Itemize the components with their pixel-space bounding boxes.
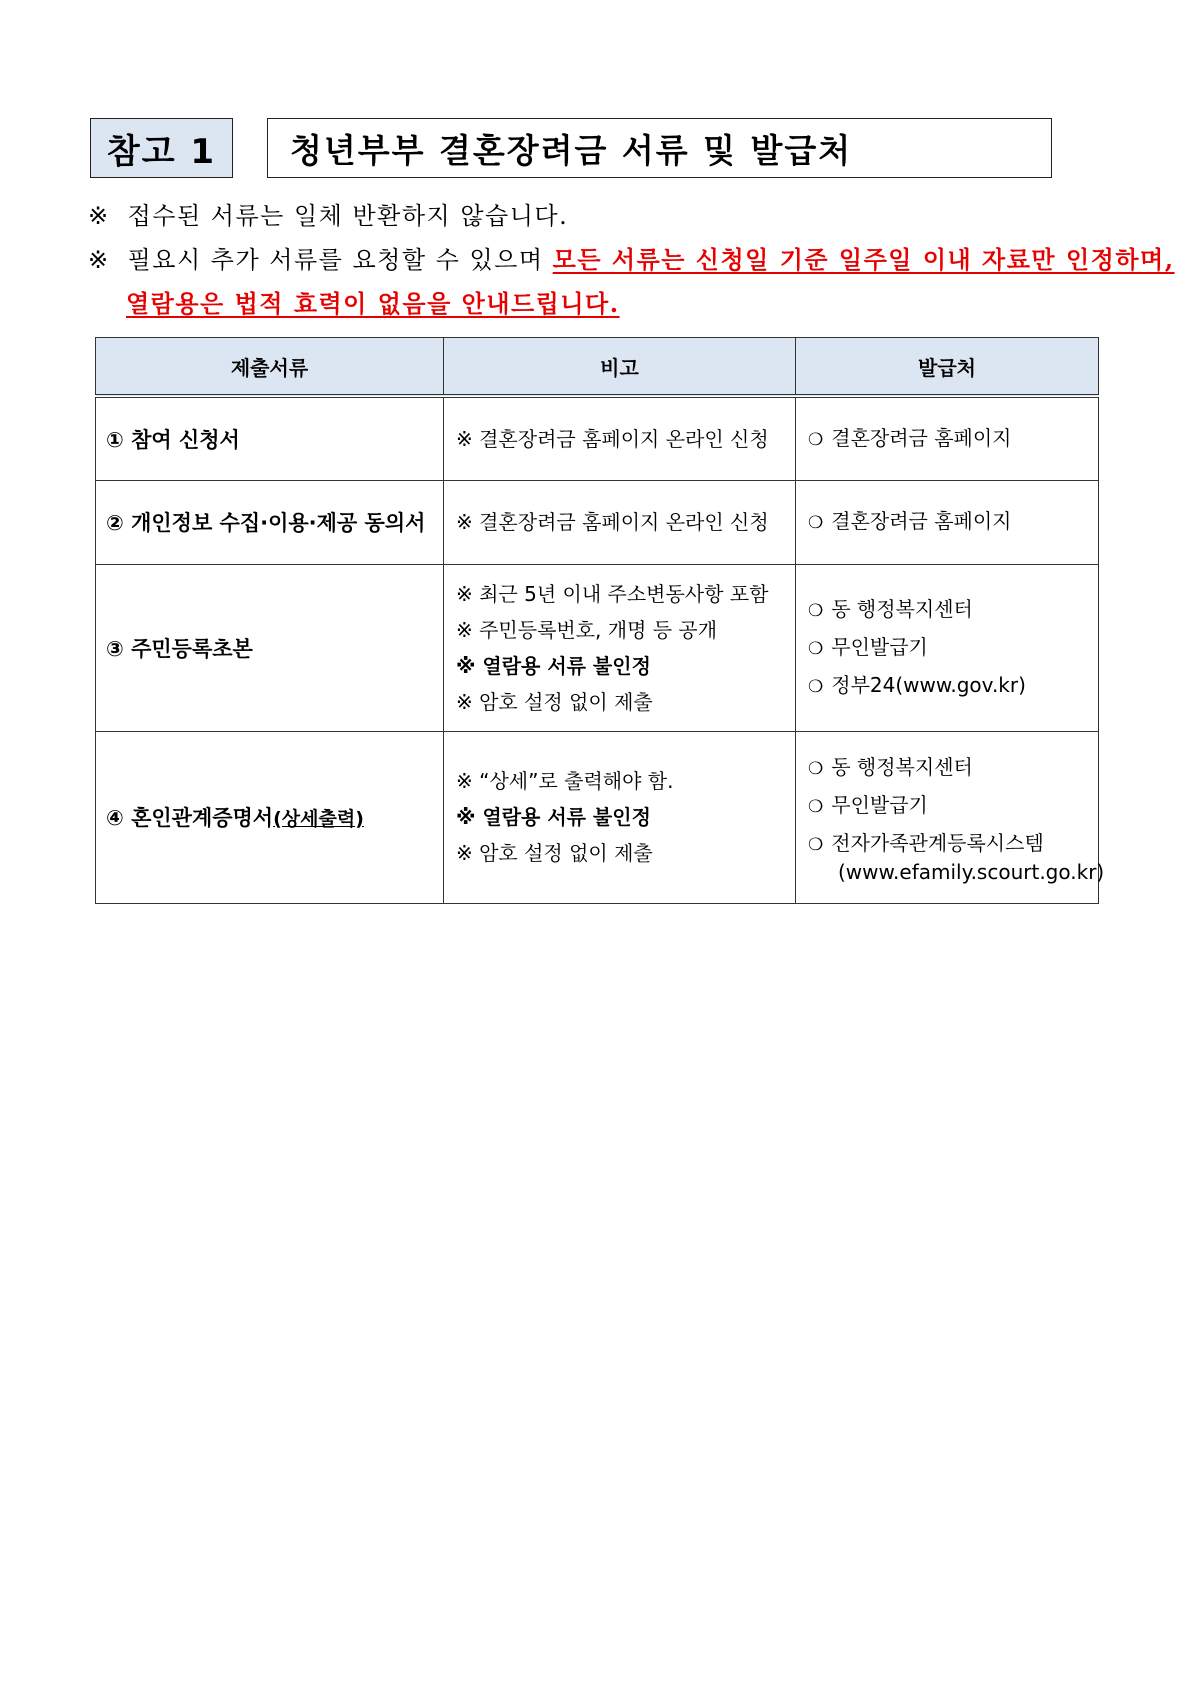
note-line-1	[88, 196, 568, 231]
issuer-cell	[796, 480, 1099, 564]
documents-table	[95, 337, 1105, 904]
bullet-icon: ❍	[808, 429, 824, 450]
page-title	[267, 118, 1052, 178]
note-emphasis-1: 모든 서류는 신청일 기준 일주일 이내 자료만 인정하며,	[552, 245, 1175, 274]
remarks-cell	[444, 731, 796, 903]
issuer-cell	[796, 564, 1099, 731]
bullet-icon: ❍	[808, 600, 824, 621]
note-line-2	[88, 240, 1175, 275]
issuer-line	[808, 787, 1097, 825]
bullet-icon: ❍	[808, 676, 824, 697]
issuer-line	[808, 629, 1097, 667]
issuer-text: 정부24(www.gov.kr)	[831, 672, 1026, 697]
reference-label-text: 참고 1	[106, 131, 217, 172]
issuer-line	[808, 825, 1097, 863]
issuer-url: (www.efamily.scourt.go.kr)	[838, 860, 1105, 884]
bullet-icon: ❍	[808, 835, 824, 855]
issuer-text: 동 행정복지센터	[831, 755, 973, 779]
issuer-line	[808, 591, 1097, 629]
column-header-remarks: 비고	[444, 338, 796, 397]
table-row	[96, 564, 1099, 731]
issuer-line	[808, 420, 1097, 458]
note-text-1: 접수된 서류는 일체 반환하지 않습니다.	[127, 202, 569, 230]
remark-line: ※ 주민등록번호, 개명 등 공개	[456, 617, 718, 642]
remarks-cell	[444, 480, 796, 564]
issuer-text: 무인발급기	[831, 793, 928, 817]
bullet-icon: ❍	[808, 513, 824, 533]
note-emphasis-2: 열람용은 법적 효력이 없음을 안내드립니다.	[126, 289, 620, 318]
bullet-icon: ❍	[808, 759, 824, 779]
remark-line: ※ “상세”로 출력해야 함.	[456, 769, 674, 793]
remark-line: ※ 열람용 서류 불인정	[456, 653, 651, 678]
table-row	[96, 396, 1099, 480]
issuer-cell	[796, 731, 1105, 903]
table-row	[96, 731, 1099, 903]
issuer-cell	[796, 396, 1099, 480]
issuer-text: 결혼장려금 홈페이지	[831, 509, 1012, 533]
bullet-icon: ❍	[808, 638, 824, 659]
issuer-line	[808, 749, 1097, 787]
document-name: ① 참여 신청서	[96, 396, 444, 480]
document-name: ② 개인정보 수집·이용·제공 동의서	[96, 480, 444, 564]
table-row	[96, 480, 1099, 564]
remarks-cell	[444, 564, 796, 731]
remarks-cell	[444, 396, 796, 480]
reference-label	[90, 118, 233, 178]
issuer-text: 무인발급기	[831, 634, 928, 659]
reference-mark: ※	[88, 202, 110, 230]
document-name-detail: (상세출력)	[273, 808, 364, 830]
bullet-icon: ❍	[808, 797, 824, 817]
column-header-documents: 제출서류	[96, 338, 444, 397]
remark-line: ※ 결혼장려금 홈페이지 온라인 신청	[456, 426, 769, 451]
column-header-issuer: 발급처	[796, 338, 1099, 397]
page-title-text: 청년부부 결혼장려금 서류 및 발급처	[290, 130, 853, 170]
remark-line: ※ 열람용 서류 불인정	[456, 805, 651, 829]
issuer-line	[808, 503, 1097, 541]
note-line-3	[126, 284, 620, 319]
issuer-text: 결혼장려금 홈페이지	[831, 425, 1012, 450]
table-header-row	[96, 338, 1099, 397]
issuer-text: 동 행정복지센터	[831, 596, 973, 621]
issuer-line	[808, 667, 1097, 705]
document-name-main: ④ 혼인관계증명서	[106, 806, 274, 830]
remark-line: ※ 암호 설정 없이 제출	[456, 689, 653, 714]
issuer-text: 전자가족관계등록시스템	[831, 831, 1044, 855]
document-name	[96, 731, 444, 903]
note-text-2: 필요시 추가 서류를 요청할 수 있으며	[127, 246, 544, 274]
document-name: ③ 주민등록초본	[96, 564, 444, 731]
remark-line: ※ 최근 5년 이내 주소변동사항 포함	[456, 581, 769, 606]
remark-line: ※ 암호 설정 없이 제출	[456, 841, 653, 865]
reference-mark: ※	[88, 246, 110, 274]
remark-line: ※ 결혼장려금 홈페이지 온라인 신청	[456, 510, 769, 534]
